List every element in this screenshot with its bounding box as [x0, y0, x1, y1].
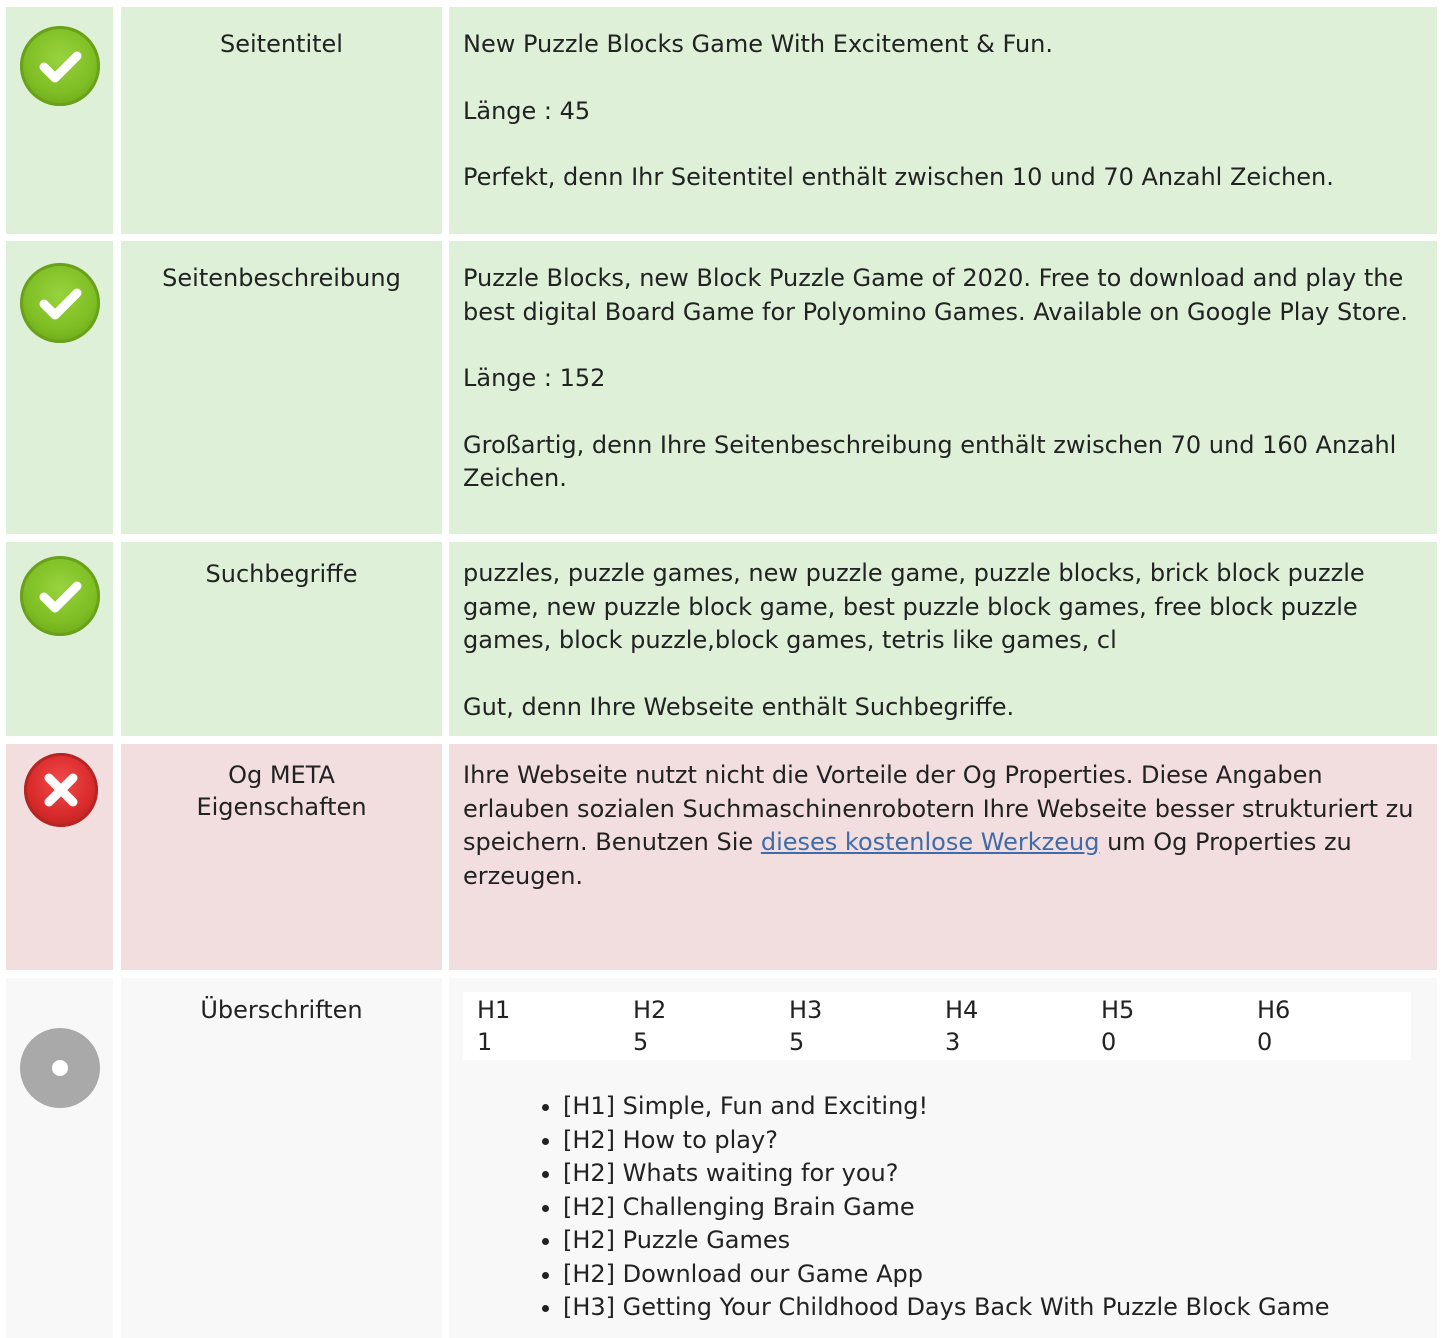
row-label: Seitenbeschreibung	[121, 241, 442, 534]
seo-row-page-title	[0, 7, 1446, 234]
result-message: Gut, denn Ihre Webseite enthält Suchbegriffe.	[463, 692, 1015, 721]
list-item: • [H2] Download our Game App	[563, 1258, 1423, 1292]
list-item: • [H2] Whats waiting for you?	[563, 1157, 1423, 1191]
seo-row-keywords	[0, 542, 1446, 736]
result-message: Perfekt, denn Ihr Seitentitel enthält zwischen 10 und 70 Anzahl Zeichen.	[463, 163, 1334, 191]
check-circle-icon	[20, 263, 100, 343]
heading-count: 3	[945, 1028, 961, 1056]
length-value: Länge : 45	[463, 96, 591, 125]
status-cell	[6, 542, 113, 736]
seo-row-meta-description	[0, 241, 1446, 534]
og-message	[463, 759, 1423, 893]
length-value: Länge : 152	[463, 364, 606, 392]
info-dot-circle-icon	[20, 1028, 100, 1108]
row-content	[449, 542, 1437, 736]
meta-description-value: Puzzle Blocks, new Block Puzzle Game of 2020. Free to download and play the best digital Board Game for Polyomino Games. Available on Google Play Store.	[463, 264, 1409, 326]
check-circle-icon	[20, 26, 100, 106]
row-label: Seitentitel	[121, 7, 442, 234]
list-item: • [H3] Getting Your Childhood Days Back With Puzzle Block Game	[563, 1291, 1423, 1325]
row-content	[449, 7, 1437, 234]
heading-count: 5	[633, 1028, 649, 1056]
row-content	[449, 744, 1437, 970]
heading-count: 1	[477, 1028, 493, 1056]
result-message: Großartig, denn Ihre Seitenbeschreibung enthält zwischen 70 und 160 Anzahl Zeichen.	[463, 430, 1397, 492]
list-item: • [H2] Puzzle Games	[563, 1224, 1423, 1258]
error-x-circle-icon	[24, 753, 98, 827]
status-cell	[6, 241, 113, 534]
headings-list	[463, 1090, 1423, 1325]
list-item: • [H2] Challenging Brain Game	[563, 1191, 1423, 1225]
heading-col-header: H3	[789, 996, 823, 1024]
heading-col-header: H5	[1101, 996, 1135, 1024]
og-generator-link[interactable]: dieses kostenlose Werkzeug	[760, 828, 1100, 856]
headings-count-table	[463, 992, 1411, 1060]
heading-col-header: H6	[1257, 996, 1291, 1024]
status-cell	[6, 744, 113, 970]
seo-row-og-meta	[0, 744, 1446, 970]
heading-col-header: H2	[633, 996, 667, 1024]
row-label: Suchbegriffe	[121, 542, 442, 736]
status-cell	[6, 7, 113, 234]
row-label	[121, 744, 442, 970]
row-label-line: Eigenschaften	[196, 793, 367, 821]
keywords-value: puzzles, puzzle games, new puzzle game, puzzle blocks, brick block puzzle game, new puzzle block game, best puzzle block games, free block puzzle games, block puzzle,block games, tetris like games, cl	[463, 559, 1365, 654]
status-cell	[6, 978, 113, 1338]
heading-count: 0	[1257, 1028, 1273, 1056]
seo-row-headings	[0, 978, 1446, 1338]
row-content	[449, 241, 1437, 534]
og-message-text: um Og Properties zu erzeugen.	[463, 828, 1352, 890]
heading-count: 5	[789, 1028, 805, 1056]
list-item: • [H2] How to play?	[563, 1124, 1423, 1158]
og-message-text: Ihre Webseite nutzt nicht die Vorteile der Og Properties. Diese Angaben erlauben sozialen Suchmaschinenrobotern Ihre Webseite besser strukturiert zu speichern. Benutzen Sie	[463, 761, 1414, 856]
page-title-value: New Puzzle Blocks Game With Excitement & Fun.	[463, 30, 1054, 58]
heading-count: 0	[1101, 1028, 1117, 1056]
heading-col-header: H4	[945, 996, 979, 1024]
check-circle-icon	[20, 556, 100, 636]
row-label-line: Og META	[228, 761, 335, 789]
row-label: Überschriften	[121, 978, 442, 1338]
heading-col-header: H1	[477, 996, 511, 1024]
row-content	[449, 978, 1437, 1338]
list-item: • [H1] Simple, Fun and Exciting!	[563, 1090, 1423, 1124]
